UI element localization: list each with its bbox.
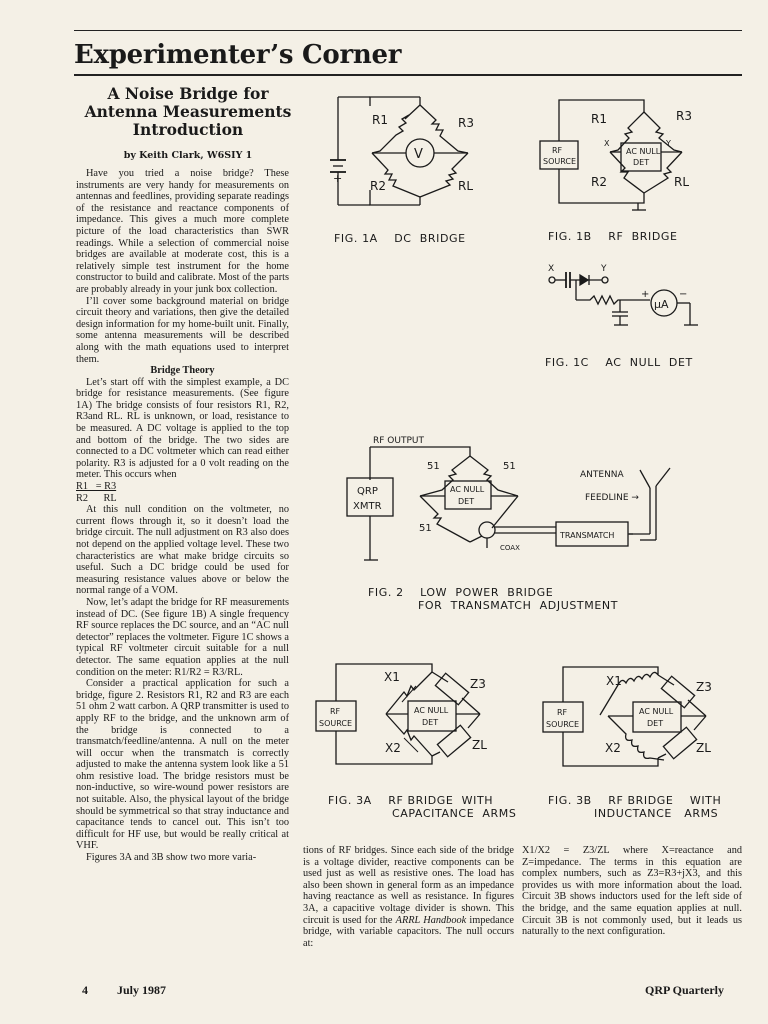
x2-label: X2 (605, 741, 621, 755)
det-label-1: AC NULL (626, 147, 661, 156)
r51c-label: 51 (419, 523, 432, 534)
paragraph-intro: Have you tried a noise bridge? These instruments are very handy for measurements on antennas and feedlines, providing separate readings of the resistance and reactance components of impedance. This gives a much more complete picture of the load characteristics than SWR readings. While a selection of commercial noise bridges are available at moderate cost, this is a relatively simple test instrument for the home constructor to build and calibrate. Most of the parts are probably already in your junk box collection. (76, 168, 289, 295)
r51b-label: 51 (503, 461, 516, 472)
z3-label: Z3 (470, 677, 486, 691)
y-label: Y (666, 139, 671, 148)
figure-3b-caption-2: INDUCTANCE ARMS (594, 807, 719, 820)
figure-3a-capacitance-arms (316, 664, 516, 820)
zl-label: ZL (472, 738, 487, 752)
figure-1b-rf-bridge (540, 100, 692, 243)
paragraph-variations: Figures 3A and 3B show two more varia- (86, 852, 257, 864)
rf-source-label-1: RF (557, 708, 568, 717)
article-title-line-1: A Noise Bridge for (107, 84, 269, 103)
paragraph-col3: X1/X2 = Z3/ZL where X=reactance and Z=impedance. The terms in this equation are complex numbers, such as Z3=R3+jX3, and this provides us with more information about the load. Circuit 3B shows inductors used for the left side of the bridge, and the same equation applies at null. Circuit 3B is not commonly used, but it leads us naturally to the next configuration. (522, 845, 742, 938)
xmtr-label-1: QRP (357, 486, 378, 497)
col2-text-b: impedance bridge, with variable capacitors. The null occurs at: (303, 914, 514, 949)
det-label-2: DET (647, 719, 664, 728)
paragraph-rf-bridge: Now, let’s adapt the bridge for RF measurements instead of DC. (See figure 1B) A single frequency RF source replaces the DC source, and an “AC null detector” replaces the voltmeter. Figure 1C shows a typical RF voltmeter circuit suitable for a null detector. The same equation applies at the null condition on the meter: R1/R2 = R3/RL. (76, 596, 289, 678)
r51a-label: 51 (427, 461, 440, 472)
r3-label: R3 (458, 116, 474, 130)
r2-label: R2 (591, 175, 607, 189)
figure-3b-inductance-arms (543, 667, 721, 820)
x1-label: X1 (606, 674, 622, 688)
det-label-2: DET (458, 497, 475, 506)
page-title: Experimenter’s Corner (74, 40, 402, 70)
figure-1a-dc-bridge (330, 97, 474, 245)
figure-2-low-power-bridge (347, 436, 670, 612)
article-title-line-3: Introduction (132, 120, 244, 139)
equation-numerator: R1 = R3 (76, 481, 117, 493)
x-label: X (548, 264, 555, 274)
article-title-line-2: Antenna Measurements (84, 102, 292, 121)
x-label: X (604, 139, 610, 148)
transmatch-label: TRANSMATCH (560, 531, 615, 540)
x2-label: X2 (385, 741, 401, 755)
zl-box (437, 725, 470, 757)
det-label-1: AC NULL (414, 706, 449, 715)
footer-page-number: 4 (82, 983, 88, 997)
det-label-1: AC NULL (639, 707, 674, 716)
r1-label: R1 (372, 113, 388, 127)
plus-label: + (333, 172, 343, 185)
feedline-label: FEEDLINE → (585, 493, 639, 503)
figure-1b-caption: FIG. 1B RF BRIDGE (548, 230, 678, 243)
r2-label: R2 (370, 179, 386, 193)
figure-1a-caption: FIG. 1A DC BRIDGE (334, 232, 466, 245)
y-label: Y (601, 264, 607, 274)
figure-3b-caption-1: FIG. 3B RF BRIDGE WITH (548, 794, 722, 807)
r1-label: R1 (591, 112, 607, 126)
det-label-2: DET (422, 718, 439, 727)
paragraph-overview: I’ll cover some background material on bridge circuit theory and variations, then give the detailed design information for my home-built unit. Finally, some antenna measurements will be described along with the math equations used to interpret them. (76, 295, 289, 365)
figure-3a-caption-2: CAPACITANCE ARMS (392, 807, 517, 820)
zl-label: ZL (696, 741, 711, 755)
rf-source-label-1: RF (552, 146, 563, 155)
figure-2-caption-2: FOR TRANSMATCH ADJUSTMENT (418, 599, 619, 612)
rf-source-label-2: SOURCE (546, 720, 580, 729)
equation-denominator: R2 RL (76, 492, 117, 504)
rl-label: RL (458, 179, 474, 193)
section-heading-bridge-theory: Bridge Theory (150, 365, 215, 377)
paragraph-practical-application: Consider a practical application for such a bridge, figure 2. Resistors R1, R2 and R3 are each 51 ohm 2 watt carbon. A QRP transmitter is used to apply RF to the bridge, and the unknown arm of the bridge is connected to a transmatch/feedline/antenna. A null on the meter will occur when the transmatch is correctly adjusted to make the antenna system look like a 51 ohm resistive load. The bridge resistors must be non-inductive, so wire-wound power resistors are not suitable. Also, the physical layout of the bridge should be symmetrical so that stray inductance and capacitance tends to cancel out. This isn’t too difficult for HF use, but would be really critical at VHF. (76, 678, 289, 852)
col2-text-a: tions of RF bridges. Since each side of the bridge is a voltage divider, reactive components can be used just as well as resistive ones. The load has also been shown in general form as an impedance having reactance as well as resistance. In figures 3A, a capacitive voltage divider is shown. This circuit is used for the (303, 845, 514, 926)
col2-handbook-title: ARRL Handbook (395, 914, 467, 926)
figure-1c-caption: FIG. 1C AC NULL DET (545, 356, 693, 369)
plus-label: + (641, 289, 650, 300)
byline: by Keith Clark, W6SIY 1 (123, 150, 253, 161)
rl-label: RL (674, 175, 690, 189)
footer-date: July 1987 (117, 983, 167, 997)
rf-output-label: RF OUTPUT (373, 436, 424, 446)
rf-source-label-1: RF (330, 707, 341, 716)
paragraph-dc-bridge: Let’s start off with the simplest example, a DC bridge for resistance measurements. (See figure 1A) The bridge consists of four resistors R1, R2, R3and RL. RL is unknown, or load, resistance to be measured. A DC voltage is applied to the top and bottom of the bridge. The two sides are connected to a DC voltmeter which can read either polarity. R3 is adjusted for a 0 volt reading on the meter. This occurs when (76, 376, 289, 481)
antenna-label: ANTENNA (580, 470, 624, 480)
coax-connector-icon (479, 522, 495, 538)
footer-publication: QRP Quarterly (645, 983, 724, 997)
xmtr-label-2: XMTR (353, 501, 382, 512)
meter-label: μA (654, 298, 669, 311)
rf-source-label-2: SOURCE (319, 719, 353, 728)
figure-1c-ac-null-det (545, 264, 698, 369)
minus-label: − (679, 289, 688, 300)
figure-3a-caption-1: FIG. 3A RF BRIDGE WITH (328, 794, 494, 807)
coax-label: COAX (500, 544, 520, 552)
z3-label: Z3 (696, 680, 712, 694)
rf-source-label-2: SOURCE (543, 157, 577, 166)
r3-label: R3 (676, 109, 692, 123)
x1-label: X1 (384, 670, 400, 684)
det-label-2: DET (633, 158, 650, 167)
meter-label: V (414, 147, 423, 162)
paragraph-null-condition: At this null condition on the voltmeter, no current flows through it, so it doesn’t load the bridge circuit. The null adjustment on R3 also does not depend on the applied voltage level. These two characteristics are what make bridge circuits so useful. Such a DC bridge could be used for measuring resistance values above or below the normal range of a VOM. (76, 504, 289, 597)
det-label-1: AC NULL (450, 485, 485, 494)
figure-2-caption-1: FIG. 2 LOW POWER BRIDGE (368, 586, 554, 599)
